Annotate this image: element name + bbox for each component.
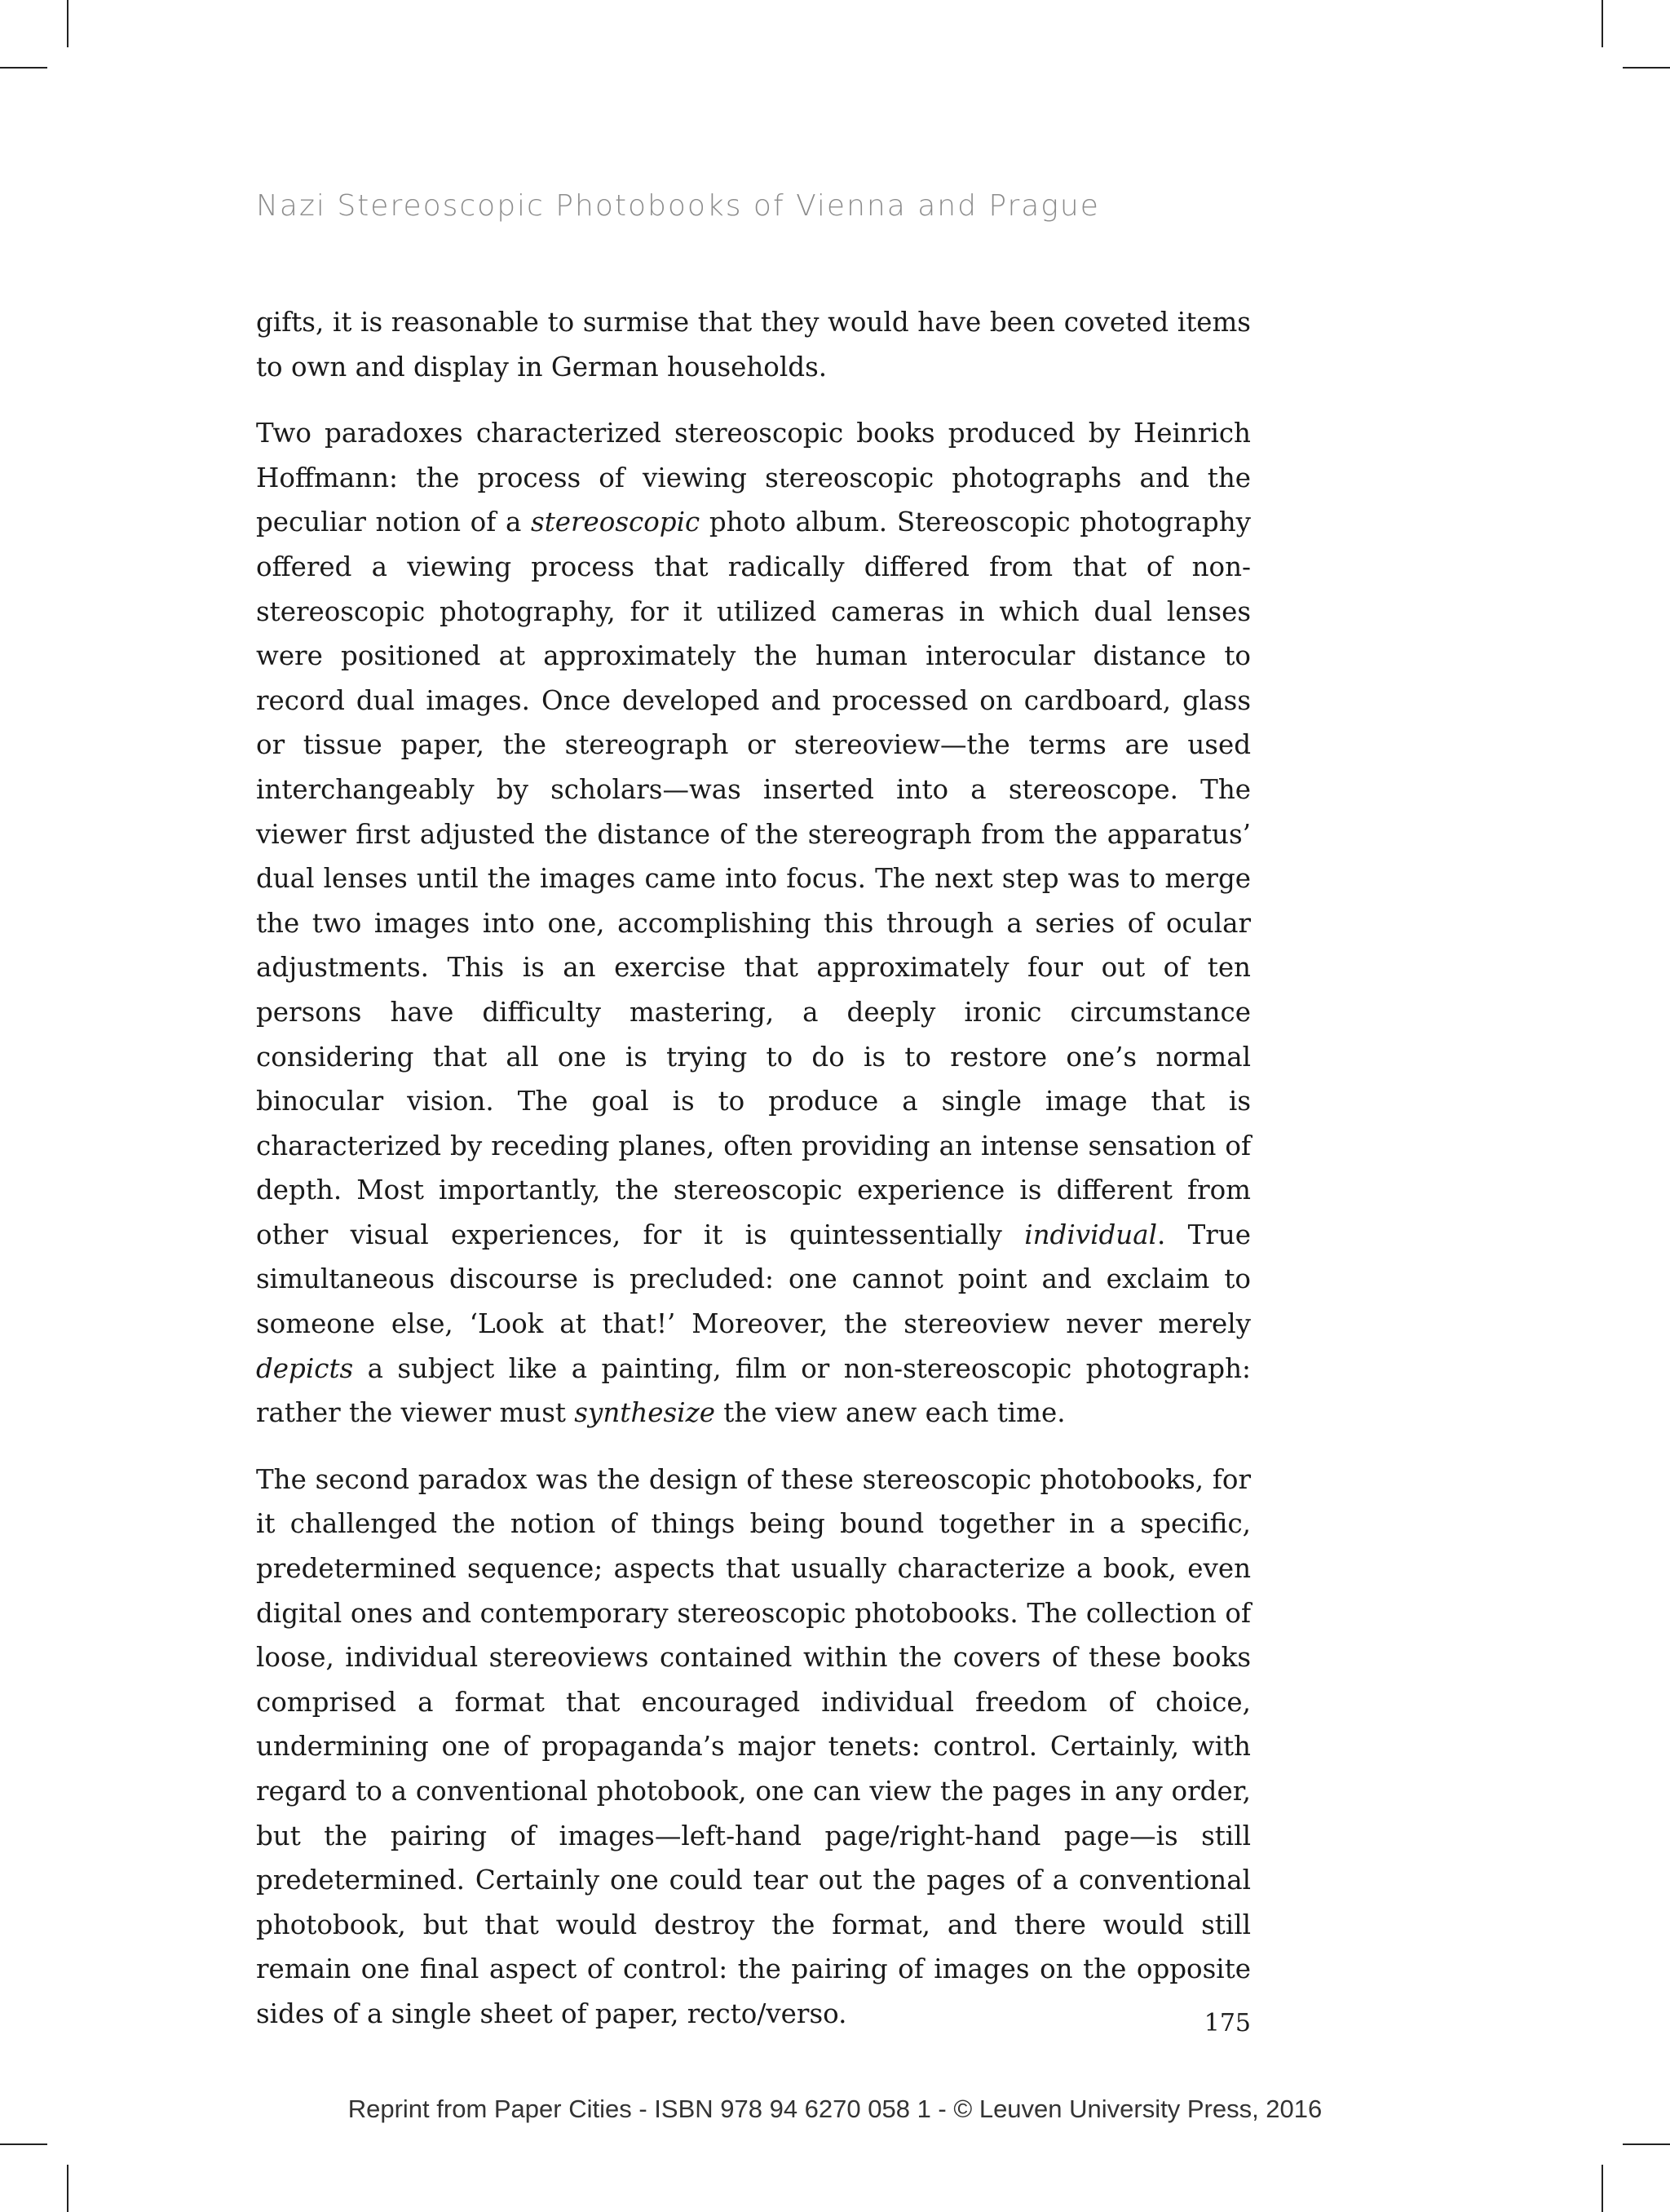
paragraph [256,300,1251,389]
text-run: the view anew each time. [714,1397,1066,1429]
text-run: The second paradox was the design of these stereoscopic photobooks, for it challenged the notion of things being bound together in a specific, predetermined sequence; aspects that usually characterize a book, even digital ones and contemporary stereoscopic photobooks. The collection of loose, individual stereoviews contained within the covers of these books comprised a format that encouraged individual freedom of choice, undermining one of propaganda’s major tenets: control. Certainly, with regard to a conventional photobook, one can view the pages in any order, but the pairing of images—left-hand page/right-hand page—is still predetermined. Certainly one could tear out the pages of a conventional photobook, but that would destroy the format, and there would still remain one final aspect of control: the pairing of images on the opposite sides of a single sheet of paper, recto/verso. [256,1463,1251,2029]
text-run: Two paradoxes characterized stereoscopic books produced by Heinrich Hoffmann: the process of viewing stereoscopic photographs and the peculiar notion of a [256,418,1251,538]
paragraph [256,1458,1251,2037]
crop-mark-bottom-left-h [0,2143,47,2145]
reprint-notice: Reprint from Paper Cities - ISBN 978 94 6270 058 1 - © Leuven University Press, 2016 [347,2095,1323,2123]
running-title: Nazi Stereoscopic Photobooks of Vienna and Prague [256,189,1100,223]
body-text [256,300,1251,2059]
text-run: gifts, it is reasonable to surmise that they would have been coveted items to own and display in German households. [256,307,1251,383]
paragraph [256,411,1251,1436]
crop-mark-bottom-left [67,2165,68,2212]
italic-text: synthesize [574,1397,715,1429]
crop-mark-bottom-right [1602,2165,1603,2212]
crop-mark-top-left-h [0,67,47,69]
crop-mark-top-left [67,0,68,47]
crop-mark-top-right [1602,0,1603,47]
italic-text: depicts [256,1352,354,1384]
text-run: a subject like a painting, film or non-stereoscopic photograph: rather the viewer must [256,1352,1251,1429]
crop-mark-top-right-h [1623,67,1670,69]
italic-text: individual [1024,1219,1157,1250]
text-run: photo album. Stereoscopic photography offered a viewing process that radically differed from that of non-stereoscopic photography, for it utilized cameras in which dual lenses were positioned at approximately the human interocular distance to record dual images. Once developed and processed on cardboard, glass or tissue paper, the stereograph or stereoview—the terms are used interchangeably by scholars—was inserted into a stereoscope. The viewer first adjusted the distance of the stereograph from the apparatus’ dual lenses until the images came into focus. The next step was to merge the two images into one, accomplishing this through a series of ocular adjustments. This is an exercise that approximately four out of ten persons have difficulty mastering, a deeply ironic circumstance considering that all one is trying to do is to restore one’s normal binocular vision. The goal is to produce a single image that is characterized by receding planes, often providing an intense sensation of depth. Most importantly, the stereoscopic experience is different from other visual experiences, for it is quintessentially [256,507,1251,1250]
text-run: . True simultaneous discourse is precluded: one cannot point and exclaim to someone else, ‘Look at that!’ Moreover, the stereoview never merely [256,1219,1252,1340]
italic-text: stereoscopic [531,507,700,538]
crop-mark-bottom-right-h [1623,2143,1670,2145]
page-number: 175 [1204,2009,1251,2037]
